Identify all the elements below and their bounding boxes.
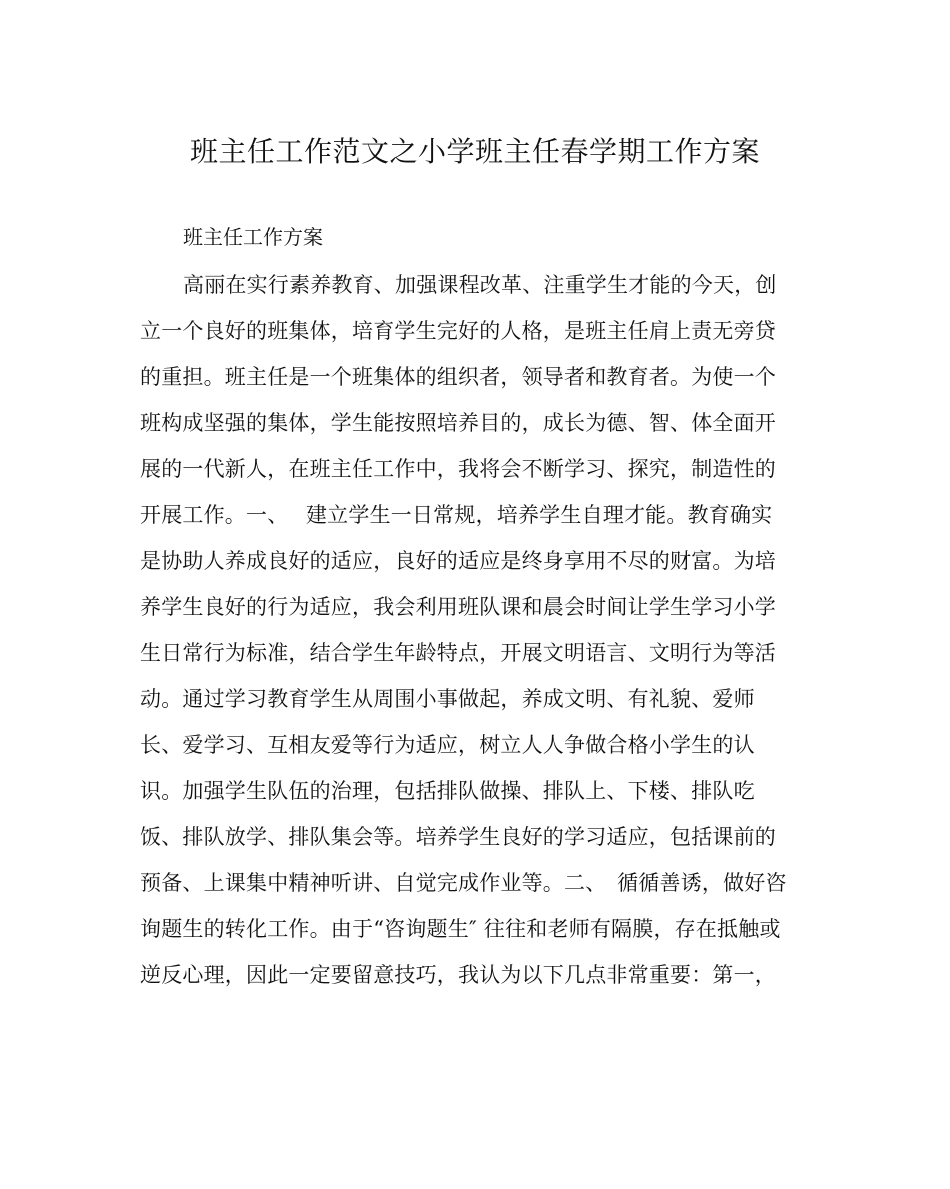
body-line: 高丽在实行素养教育、加强课程改革、注重学生才能的今天，创 — [183, 273, 777, 297]
body-line: 识。加强学生队伍的治理，包括排队做操、排队上、下楼、排队吃 — [140, 779, 755, 803]
body-line: 长、爱学习、互相友爱等行为适应，树立人人争做合格小学生的认 — [140, 733, 755, 757]
body-line: 动。通过学习教育学生从周围小事做起，养成文明、有礼貌、爱师 — [140, 687, 755, 711]
body-line: 开展工作。一、 建立学生一日常规，培养学生自理才能。教育确实 — [140, 503, 773, 527]
body-line: 养学生良好的行为适应，我会利用班队课和晨会时间让学生学习小学 — [140, 595, 776, 619]
body-line: 询题生的转化工作。由于“咨询题生″ 往往和老师有隔膜，存在抵触或 — [140, 917, 781, 941]
body-line: 生日常行为标准，结合学生年龄特点，开展文明语言、文明行为等活 — [140, 641, 776, 665]
body-line: 逆反心理，因此一定要留意技巧，我认为以下几点非常重要：第一， — [140, 963, 776, 987]
body-line: 班构成坚强的集体，学生能按照培养目的，成长为德、智、体全面开 — [140, 411, 776, 435]
body-line: 立一个良好的班集体，培育学生完好的人格，是班主任肩上责无旁贷 — [140, 319, 776, 343]
body-text — [140, 270, 820, 1006]
body-line: 饭、排队放学、排队集会等。培养学生良好的学习适应，包括课前的 — [140, 825, 776, 849]
document-title: 班主任工作范文之小学班主任春学期工作方案 — [189, 135, 760, 168]
body-line: 的重担。班主任是一个班集体的组织者，领导者和教育者。为使一个 — [140, 365, 776, 389]
body-line: 展的一代新人，在班主任工作中，我将会不断学习、探究，制造性的 — [140, 457, 776, 481]
body-line: 是协助人养成良好的适应，良好的适应是终身享用不尽的财富。为培 — [140, 549, 776, 573]
body-line: 预备、上课集中精神听讲、自觉完成作业等。二、 循循善诱，做好咨 — [140, 871, 787, 895]
section-subtitle: 班主任工作方案 — [183, 225, 323, 249]
